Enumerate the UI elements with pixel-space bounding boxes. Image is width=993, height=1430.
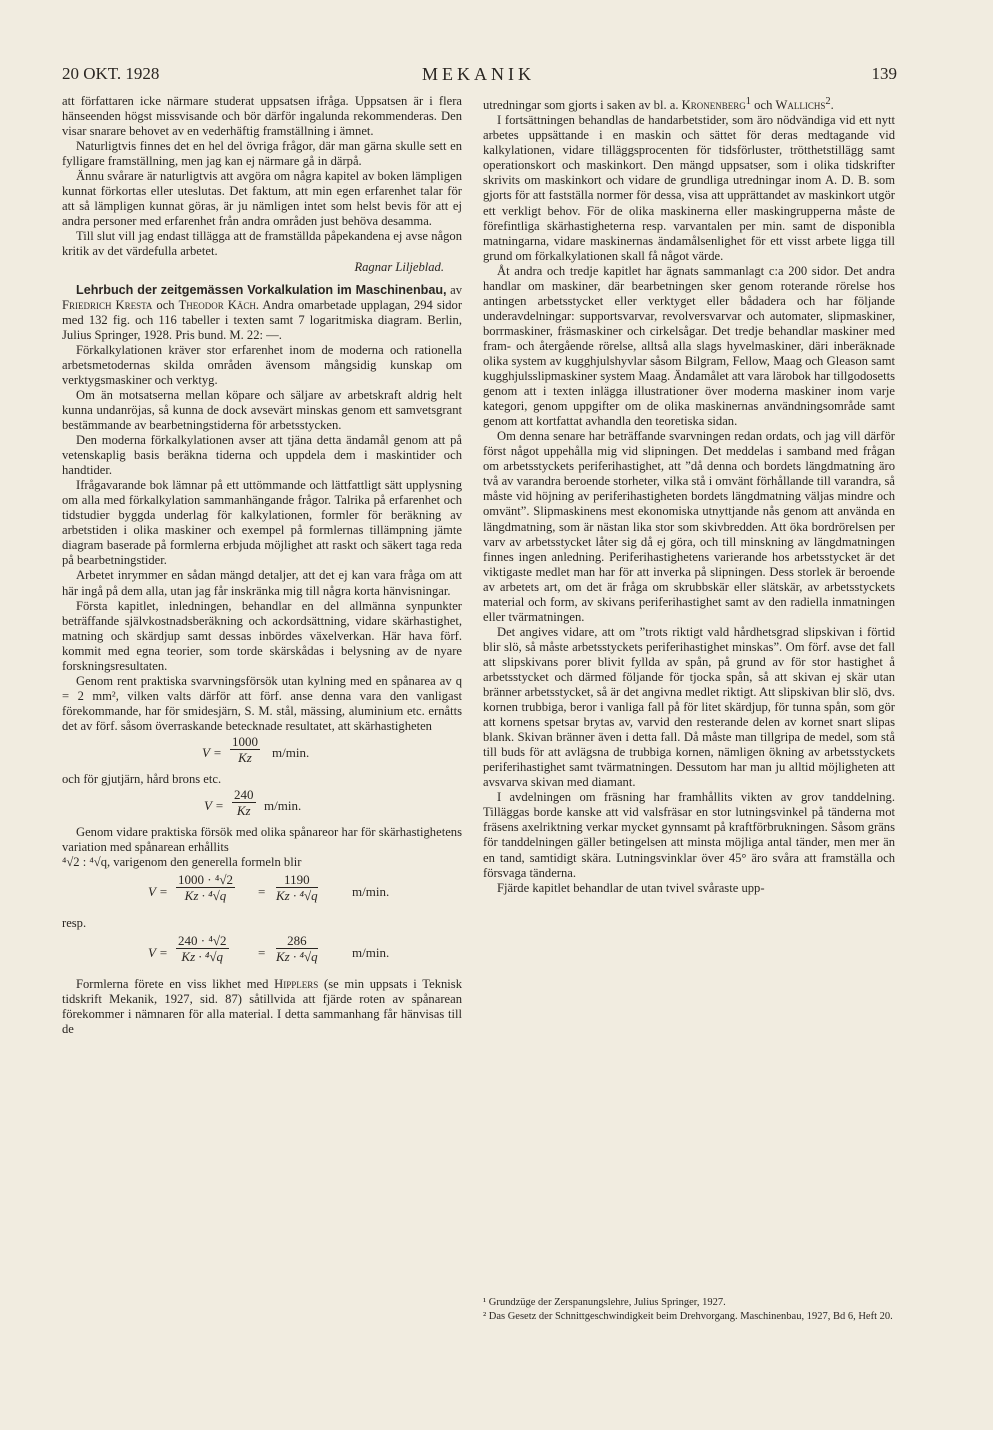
running-header — [62, 64, 897, 86]
author-name: Friedrich Kresta — [62, 297, 153, 312]
paragraph: Fjärde kapitlet behandlar de utan tvivel svåraste upp- — [497, 880, 765, 895]
paragraph: Det angives vidare, att om ”trots riktigt vald hårdhetsgrad slipskivan i förtid blir slö, så måste arbetsstyckets periferihastighet minskas”. Om förf. avse det fall att slipskivans porer blivit fyllda av spån, på grund av för stor hastighet å arbetsstycket och därmed följande för tjocka spån, så att skivan ej skär utan bränner arbetsstycket, så är det angivna medlet riktigt. Att slipskivan blir slö, dvs. kornen trubbiga, beror i vanliga fall på för litet skärdjup, för tunna spån, som gör att kornens spetsar brytas av, varvid den resterande delen av kornet snart slipas blank. Skivan bränner även i detta fall. Då måste man tillgripa de medel, som stå till buds för att avlägsna de trubbiga kornen, nämligen ökning av arbetsstyckets periferihastighet samt tvärmatningen. Dessutom har man ju alltid möjligheten att avsvarva skivan med diamant. — [483, 624, 895, 790]
paragraph: Första kapitlet, inledningen, behandlar en del allmänna synpunkter beträffande självkostnadsberäkning och ackordsättning, vidare skärhastighet, matning och skärdjup samt dessas inbördes växelverkan. Här hava förf. kommit med egna teorier, som torde skärskådas i belysning av de nyare forskningsresultaten. — [62, 598, 462, 673]
paragraph: Ännu svårare är naturligtvis att avgöra om några kapitel av boken lämpligen kunnat förkortas eller uteslutas. Det faktum, att min egen erfarenhet talar för att så lämpligen kunnat göras, är ju nämligen intet som helst bevis för att ej andra personer med erfarenhet från andra områden just behöva desamma. — [62, 169, 462, 229]
formula-4: V = $\frac{\text{240 · ⁴√2}}{\text{Kz · ⁴√q}}$ = $\frac{286}{\text{Kz · ⁴√q}}$ m/min. — [148, 933, 390, 965]
book-title: Lehrbuch der zeitgemässen Vorkalkulation im Maschinenbau, — [76, 282, 447, 297]
paragraph: Naturligtvis finnes det en hel del övriga frågor, där man gärna skulle sett en fylligare framställning, men jag kan ej närmare gå in därpå. — [62, 139, 462, 169]
header-date: 20 OKT. 1928 — [62, 64, 160, 83]
paragraph: att författaren icke närmare studerat uppsatsen ifråga. Uppsatsen är i flera hänseenden högst missvisande och bör därför ingalunda rekommenderas. Den visar snarare behovet av en vederhäftig framställning i ämnet. — [62, 94, 462, 139]
formula-3: V = $\frac{\text{1000 · ⁴√2}}{\text{Kz · ⁴√q}}$ = $\frac{1190}{\text{Kz · ⁴√q}}$ m/min. — [148, 872, 390, 904]
paragraph: och för gjutjärn, hård brons etc. — [62, 771, 222, 786]
review-signature: Ragnar Liljeblad. — [354, 259, 444, 274]
paragraph: Den moderna förkalkylationen avser att tjäna detta ändamål genom att på vetenskaplig basis beräkna tiderna och uppdela dem i maskintider och handtider. — [62, 433, 462, 478]
header-journal: MEKANIK — [422, 64, 535, 84]
author-name: Hipplers — [274, 977, 319, 992]
paragraph: ⁴√2 : ⁴√q, varigenom den generella formeln blir — [62, 855, 302, 870]
paragraph: Åt andra och tredje kapitlet har ägnats sammanlagt c:a 200 sidor. Det andra handlar om maskiner, där bearbetningen sker genom roterande rörelse hos antingen arbetsstycket eller verktyget eller bådadera och har följande underavdelningar: supportsvarvar, revolversvarvar och automater, slipmaskiner, borrmaskiner, fräsmaskiner och cirkelsågar. Det tredje behandlar maskiner med fram- och återgående rörelse, alltså alla slags hyvelmaskiner, däri inberäknade olika system av kugghjulshyvlar såsom Bilgram, Fellow, Maag och Gleason samt kugghjulsslipmaskiner system Maag. Ändamålet att vara lärobok har tillgodosetts genom att i texten inlägga illustrationer över moderna maskiner inom varje kategori, genom uppgifter om de olika maskinernas användningsområde samt genom att kortfattat avhandla den teoretiska sidan. — [483, 263, 895, 429]
paragraph: Om denna senare har beträffande svarvningen redan ordats, och jag vill därför först något uppehålla mig vid slipningen. Det meddelas i samband med frågan om arbetsstyckets periferihastighet, att ”då denna och bordets längdmatning äro två av varandra beroende storheter, vilka stå i omvänt förhållande till varandra, så måste vid höjning av periferihastigheten bordets längdmatning väljas mindre och omvänt”. Slipmaskinens mest ekonomiska utnyttjande nås genom att använda en längdmatning, som är nästan lika stor som skivbredden. Att öka bordrörelsen per varv av arbetsstycket låter sig då ej göra, och till minskning av längdmatningen finnes ingen anledning. Periferihastighetens varierande hos arbetsstycket är det viktigaste medlet man har för att inverka på slipningen. Dess storlek är beroende av arbetets art, om det är fråga om skrubbskär eller slätskär, av arbetsstyckets material och form, av skivans periferihastighet samt av den radiella inmatningen eller tvärmatningen. — [483, 429, 895, 624]
author-name: Theodor Käch — [178, 297, 256, 312]
footnote: ¹ Grundzüge der Zerspanungslehre, Julius Springer, 1927. — [483, 1297, 726, 1308]
formula-2: V = $\frac{240}{Kz}$ m/min. — [204, 787, 302, 819]
paragraph: Förkalkylationen kräver stor erfarenhet inom de moderna och rationella arbetsmetodernas skilda områden ävensom mångsidig kunskap om verktygsmaskiner och verktyg. — [62, 342, 462, 387]
right-column — [483, 94, 895, 896]
paragraph: utredningar som gjorts i saken av bl. a. Kronenberg$^1$ och Wallichs$^2$. — [483, 96, 834, 113]
author-name: Wallichs — [775, 98, 826, 113]
left-column — [62, 94, 462, 1037]
formula-1: V = $\frac{1000}{Kz}$ m/min. — [202, 733, 310, 766]
paragraph: resp. — [62, 916, 87, 931]
paragraph: Om än motsatserna mellan köpare och säljare av arbetskraft aldrig helt kunna undanröjas, så kunna de dock avsevärt minskas genom ett samvetsgrant bestämmande av bearbetningstiderna för arbetsstycken. — [62, 387, 462, 432]
paragraph: Formlerna förete en viss likhet med Hipplers (se min uppsats i Teknisk tidskrift Mekanik, 1927, sid. 87) såtillvida att fjärde roten av spånarean förekommer i nämnaren för alla material. I detta sammanhang får hänvisas till de — [62, 977, 462, 1037]
paragraph: Arbetet inrymmer en sådan mängd detaljer, att det ej kan vara fråga om att här ingå på dem alla, utan jag får inskränka mig till några korta hänvisningar. — [62, 568, 462, 598]
review-heading: Lehrbuch der zeitgemässen Vorkalkulation im Maschinenbau, av Friedrich Kresta och Theodor Käch. Andra omarbetade upplagan, 294 sidor med 132 fig. och 116 tabeller i texten samt 7 logaritmiska diagram. Berlin, Julius Springer, 1928. Pris bund. M. 22: —. — [62, 282, 463, 342]
author-name: Kronenberg — [681, 98, 746, 113]
paragraph: Genom rent praktiska svarvningsförsök utan kylning med en spånarea av q = 2 mm², vilken valts därför att förf. anse denna vara den vanligast förekommande, har för smidesjärn, S. M. stål, mässing, aluminium etc. ernåtts det av förf. såsom överraskande betecknade resultatet, att skärhastigheten — [62, 673, 462, 733]
paragraph: Ifrågavarande bok lämnar på ett uttömmande och lättfattligt sätt upplysning om alla med förkalkylation sammanhängande frågor. Talrika på erfarenhet och tidstudier byggda underlag för kalkylationen, formler för beräkning av arbetstiden i olika maskiner och exempel på formlernas tillämpning jämte diagram baserade på formlerna erbjuda möjlighet att raskt och säkert taga reda på bearbetningstider. — [62, 478, 462, 568]
footnote-ref: 1 — [745, 96, 752, 107]
paragraph: Till slut vill jag endast tillägga att de framställda påpekandena ej avse någon kritik av det värdefulla arbetet. — [62, 229, 462, 259]
paragraph: I avdelningen om fräsning har framhållits vikten av grov tanddelning. Tilläggas borde kanske att vid valsfräsar en stor lutningsvinkel på tänderna mot fräsens axelriktning verkar mycket gynnsamt på kraftförbrukningen. Såsom gräns för tanddelningen gäller betingelsen att minsta möjliga antal tänder, men mer än en tand, samtidigt skära. Lutningsvinklar över 45° äro svåra att framställa och försvaga tänderna. — [483, 790, 895, 880]
paragraph: Genom vidare praktiska försök med olika spånareor har för skärhastighetens variation med spånarean erhållits — [62, 825, 462, 855]
footnotes — [483, 1296, 895, 1323]
footnote: ² Das Gesetz der Schnittgeschwindigkeit beim Drehvorgang. Maschinenbau, 1927, Bd 6, Heft 20. — [483, 1310, 893, 1322]
footnote-ref: 2 — [825, 96, 831, 107]
header-page-number: 139 — [871, 64, 897, 83]
paragraph: I fortsättningen behandlas de handarbetstider, som äro nödvändiga vid ett nytt arbetes uppsättande i en maskin och sättet för deras medtagande vid kalkylationen, vidare tilläggsprocenten för tidsförluster, trötthetstillägg samt operationskort och maskinkort. Den mängd uppsatser, som i olika tidskrifter skrivits om maskinkort och vidare de grundliga utredningar inom A. D. B. som gjorts för att fastställa normer för dessa, visa att upprättandet av maskinkort utgör ett verkligt behov. För de olika maskinerna eller maskingrupperna måste de förefintliga skärhastigheterna resp. varvantalen per min. samt de disponibla matningarna, vidare maskinernas ändamålsenlighet för ett visst arbete ligga till grund om förkalkylationen skall få något värde. — [483, 113, 895, 263]
